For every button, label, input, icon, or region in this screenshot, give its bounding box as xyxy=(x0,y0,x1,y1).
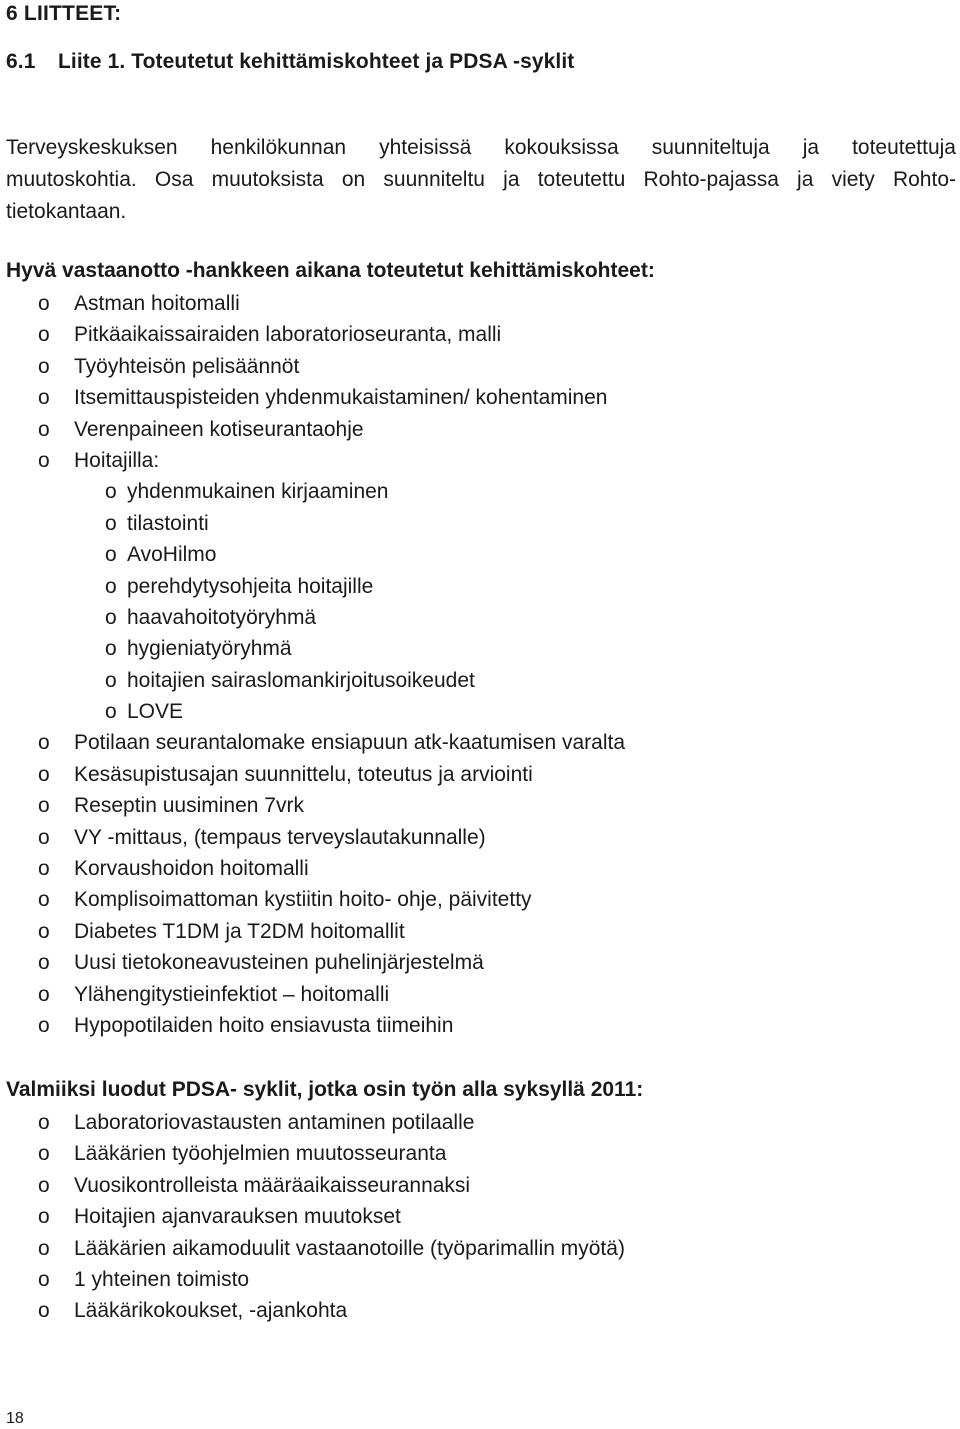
bullet-marker: o xyxy=(38,794,50,818)
bullet-marker: o xyxy=(105,700,117,724)
sub-list-item xyxy=(6,539,625,570)
list-item xyxy=(6,288,625,319)
intro-line: muutoskohtia. Osa muutoksista on suunniteltu ja toteutettu Rohto-pajassa ja viety Rohto- xyxy=(6,168,956,191)
list-item xyxy=(6,414,625,445)
list-item-text: VY -mittaus, (tempaus terveyslautakunnalle) xyxy=(74,825,486,849)
list-item xyxy=(6,853,625,884)
list-item-text: Pitkäaikaissairaiden laboratorioseuranta, malli xyxy=(74,323,502,347)
bullet-marker: o xyxy=(38,448,50,472)
list-item-text: Reseptin uusiminen 7vrk xyxy=(74,794,304,818)
list-item-text: Työyhteisön pelisäännöt xyxy=(74,354,300,378)
bullet-marker: o xyxy=(38,825,50,849)
sub-list-item xyxy=(6,633,625,664)
list-item-text: Lääkärien työohjelmien muutosseuranta xyxy=(74,1142,447,1166)
bullet-marker: o xyxy=(38,292,50,315)
list-item-text: Kesäsupistusajan suunnittelu, toteutus ja arviointi xyxy=(74,762,533,786)
list-item-text: Itsemittauspisteiden yhdenmukaistaminen/ kohentaminen xyxy=(74,386,608,410)
list-item-text: tilastointi xyxy=(127,511,209,535)
bullet-marker: o xyxy=(105,511,117,535)
section-title: Liite 1. Toteutetut kehittämiskohteet ja PDSA -syklit xyxy=(58,50,575,73)
list-item-text: perehdytysohjeita hoitajille xyxy=(127,574,374,598)
list-item xyxy=(6,916,625,947)
pdsa-cycles-list xyxy=(6,1107,625,1327)
page-number: 18 xyxy=(6,1410,24,1427)
list-item-text: Verenpaineen kotiseurantaohje xyxy=(74,417,364,441)
sub-list-item xyxy=(6,602,625,633)
bullet-marker: o xyxy=(38,417,50,441)
list-item-text: Vuosikontrolleista määräaikaisseurannaksi xyxy=(74,1173,471,1197)
list-item xyxy=(6,1201,625,1232)
list-item xyxy=(6,1264,625,1295)
sub-list-item xyxy=(6,476,625,507)
list-item-text: Potilaan seurantalomake ensiapuun atk-kaatumisen varalta xyxy=(74,731,625,755)
list-item-text: Komplisoimattoman kystiitin hoito- ohje, päivitetty xyxy=(74,888,532,912)
list-item xyxy=(6,1138,625,1169)
list-item-text: hygieniatyöryhmä xyxy=(127,637,292,661)
list-item xyxy=(6,319,625,350)
list-item xyxy=(6,382,625,413)
sub-list-item xyxy=(6,571,625,602)
list-item xyxy=(6,1170,625,1201)
list-item xyxy=(6,884,625,915)
list-item-text: Astman hoitomalli xyxy=(74,292,240,315)
list-item xyxy=(6,727,625,758)
section-number: 6.1 xyxy=(6,50,36,73)
bullet-marker: o xyxy=(38,1205,50,1229)
intro-line: tietokantaan. xyxy=(6,200,127,223)
list-item-text: yhdenmukainen kirjaaminen xyxy=(127,480,389,504)
bullet-marker: o xyxy=(38,762,50,786)
list-item-text: 1 yhteinen toimisto xyxy=(74,1267,250,1291)
bullet-marker: o xyxy=(38,323,50,347)
list-item-text: Ylähengitystieinfektiot – hoitomalli xyxy=(74,982,390,1006)
bullet-marker: o xyxy=(105,605,117,629)
bullet-marker: o xyxy=(105,668,117,692)
list-item xyxy=(6,1233,625,1264)
list-item xyxy=(6,351,625,382)
bullet-marker: o xyxy=(38,1013,50,1037)
list-item xyxy=(6,790,625,821)
bullet-marker: o xyxy=(38,1299,50,1323)
bullet-marker: o xyxy=(105,480,117,504)
bullet-marker: o xyxy=(38,1111,50,1134)
list-item xyxy=(6,1107,625,1138)
bullet-marker: o xyxy=(38,857,50,881)
list-item-text: Lääkärien aikamoduulit vastaanotoille (työparimallin myötä) xyxy=(74,1236,625,1260)
list-item xyxy=(6,1295,625,1326)
list-item-text: Hoitajien ajanvarauksen muutokset xyxy=(74,1205,401,1229)
list-item xyxy=(6,822,625,853)
pdsa-cycles-heading: Valmiiksi luodut PDSA- syklit, jotka osin työn alla syksyllä 2011: xyxy=(6,1078,644,1101)
list-item-text: LOVE xyxy=(127,700,184,724)
list-item-text: Hoitajilla: xyxy=(74,448,160,472)
bullet-marker: o xyxy=(38,919,50,943)
bullet-marker: o xyxy=(38,888,50,912)
bullet-marker: o xyxy=(105,637,117,661)
list-item-text: Diabetes T1DM ja T2DM hoitomallit xyxy=(74,919,405,943)
bullet-marker: o xyxy=(38,982,50,1006)
bullet-marker: o xyxy=(38,386,50,410)
list-item xyxy=(6,445,625,476)
list-item-text: AvoHilmo xyxy=(127,543,217,567)
list-item xyxy=(6,979,625,1010)
chapter-heading: 6 LIITTEET: xyxy=(6,2,122,25)
development-targets-list xyxy=(6,288,625,1041)
intro-line: Terveyskeskuksen henkilökunnan yhteisissä kokouksissa suunniteltuja ja toteutettuja xyxy=(6,136,956,159)
bullet-marker: o xyxy=(38,951,50,975)
list-item xyxy=(6,1010,625,1041)
bullet-marker: o xyxy=(105,543,117,567)
list-item-text: Lääkärikokoukset, -ajankohta xyxy=(74,1299,348,1323)
bullet-marker: o xyxy=(105,574,117,598)
list-item xyxy=(6,759,625,790)
list-item-text: Uusi tietokoneavusteinen puhelinjärjestelmä xyxy=(74,951,484,975)
intro-paragraph xyxy=(6,132,956,228)
bullet-marker: o xyxy=(38,1236,50,1260)
section-heading-6-1 xyxy=(6,50,574,74)
list-item-text: Laboratoriovastausten antaminen potilaalle xyxy=(74,1111,475,1134)
list-item-text: hoitajien sairaslomankirjoitusoikeudet xyxy=(127,668,475,692)
bullet-marker: o xyxy=(38,354,50,378)
list-item xyxy=(6,947,625,978)
sub-list-item xyxy=(6,508,625,539)
bullet-marker: o xyxy=(38,1142,50,1166)
bullet-marker: o xyxy=(38,731,50,755)
sub-list-item xyxy=(6,665,625,696)
list-item-text: haavahoitotyöryhmä xyxy=(127,605,317,629)
list-item-text: Korvaushoidon hoitomalli xyxy=(74,857,309,881)
bullet-marker: o xyxy=(38,1173,50,1197)
list-item-text: Hypopotilaiden hoito ensiavusta tiimeihin xyxy=(74,1013,454,1037)
bullet-marker: o xyxy=(38,1267,50,1291)
sub-list-item xyxy=(6,696,625,727)
development-targets-heading: Hyvä vastaanotto -hankkeen aikana toteutetut kehittämiskohteet: xyxy=(6,259,655,282)
